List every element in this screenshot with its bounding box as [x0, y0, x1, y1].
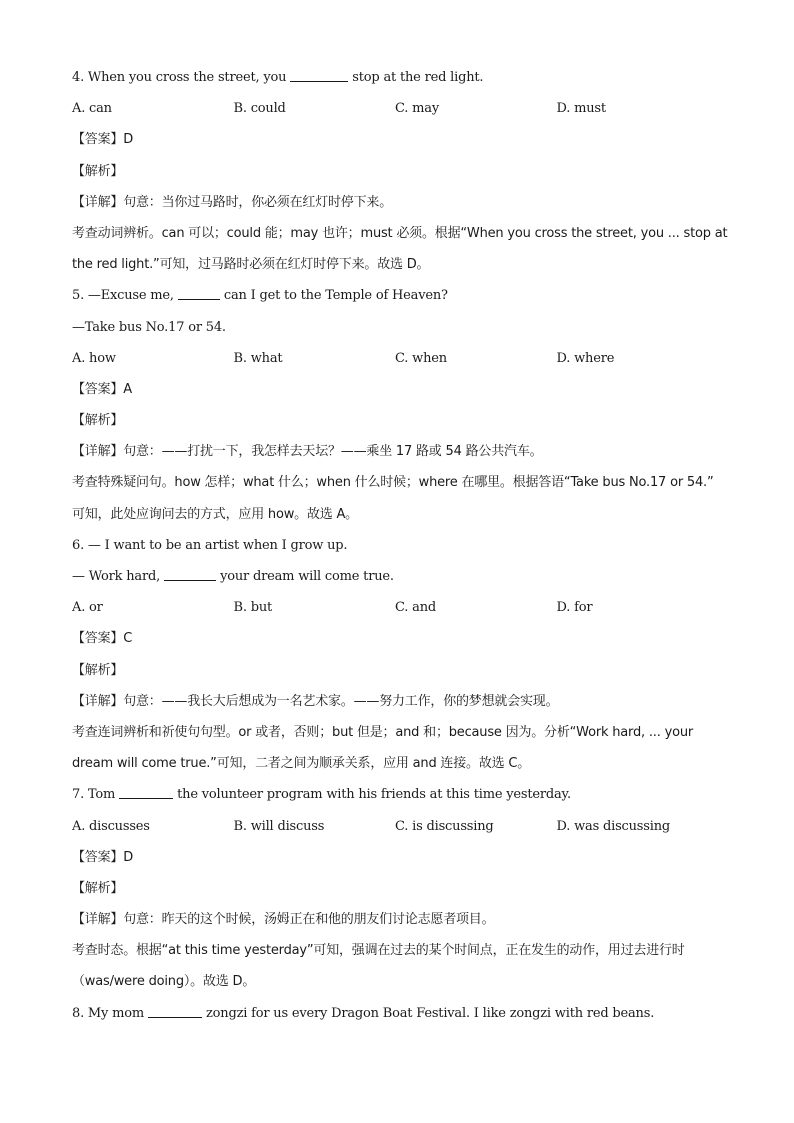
answer-blank	[148, 1004, 202, 1018]
answer-label: 【答案】A	[72, 381, 132, 397]
option-d: D. was discussing	[556, 818, 671, 834]
option-a: A. or	[72, 600, 103, 616]
option-b: B. what	[233, 350, 283, 366]
explanation-text: dream will come true.”可知，二者之间为顺承关系，应用 and 连接。故选 C。	[72, 756, 531, 772]
option-d: D. must	[556, 101, 606, 117]
answer-label: 【答案】D	[72, 132, 134, 148]
analysis-label: 【解析】	[72, 662, 124, 678]
analysis-label: 【解析】	[72, 880, 124, 896]
answer-blank	[119, 785, 173, 799]
option-c: C. and	[395, 600, 436, 616]
option-d: D. for	[556, 600, 593, 616]
answer-label: 【答案】C	[72, 631, 133, 647]
detail-text: 【详解】句意：当你过马路时，你必须在红灯时停下来。	[72, 194, 393, 210]
detail-text: 【详解】句意：——打扰一下，我怎样去天坛？——乘坐 17 路或 54 路公共汽车。	[72, 444, 543, 460]
explanation-text: 考查连词辨析和祈使句句型。or 或者，否则；but 但是；and 和；because 因为。分析“Work hard, ... your	[72, 724, 694, 740]
analysis-label: 【解析】	[72, 413, 124, 429]
explanation-text: 考查动词辨析。can 可以；could 能；may 也许；must 必须。根据“When you cross the street, you ... stop at	[72, 225, 728, 241]
question-5-options	[72, 343, 732, 374]
explanation-text: 考查时态。根据“at this time yesterday”可知，强调在过去的某个时间点，正在发生的动作，用过去进行时	[72, 943, 685, 959]
option-b: B. but	[233, 600, 273, 616]
option-d: D. where	[556, 350, 615, 366]
question-6-reply: — Work hard, your dream will come true.	[72, 569, 394, 584]
option-a: A. discusses	[72, 818, 150, 834]
question-5-stem: 5. —Excuse me, can I get to the Temple of Heaven?	[72, 288, 448, 304]
answer-blank	[178, 286, 220, 300]
option-a: A. how	[72, 350, 116, 366]
option-c: C. is discussing	[395, 818, 494, 834]
explanation-text: （was/were doing）。故选 D。	[72, 974, 256, 990]
explanation-text: 考查特殊疑问句。how 怎样；what 什么；when 什么时候；where 在哪里。根据答语“Take bus No.17 or 54.”	[72, 475, 714, 491]
exam-page	[72, 62, 732, 1029]
question-5-reply: —Take bus No.17 or 54.	[72, 319, 226, 335]
question-6-options	[72, 592, 732, 623]
question-8-stem: 8. My mom zongzi for us every Dragon Boat Festival. I like zongzi with red beans.	[72, 1005, 655, 1021]
option-c: C. when	[395, 350, 447, 366]
answer-label: 【答案】D	[72, 849, 134, 865]
detail-text: 【详解】句意：——我长大后想成为一名艺术家。——努力工作，你的梦想就会实现。	[72, 693, 559, 709]
question-7-options	[72, 811, 732, 842]
option-b: B. will discuss	[233, 818, 325, 834]
option-a: A. can	[72, 101, 112, 117]
detail-text: 【详解】句意：昨天的这个时候，汤姆正在和他的朋友们讨论志愿者项目。	[72, 912, 495, 928]
answer-blank	[164, 567, 216, 581]
question-4-options	[72, 93, 732, 124]
question-4-stem: 4. When you cross the street, you stop at the red light.	[72, 70, 484, 85]
question-7-stem: 7. Tom the volunteer program with his friends at this time yesterday.	[72, 787, 571, 803]
analysis-label: 【解析】	[72, 163, 124, 179]
option-b: B. could	[233, 101, 286, 117]
explanation-text: the red light.”可知，过马路时必须在红灯时停下来。故选 D。	[72, 257, 430, 273]
answer-blank	[290, 68, 348, 82]
question-6-stem: 6. — I want to be an artist when I grow up.	[72, 537, 348, 553]
option-c: C. may	[395, 101, 439, 117]
explanation-text: 可知，此处应询问去的方式，应用 how。故选 A。	[72, 506, 358, 522]
